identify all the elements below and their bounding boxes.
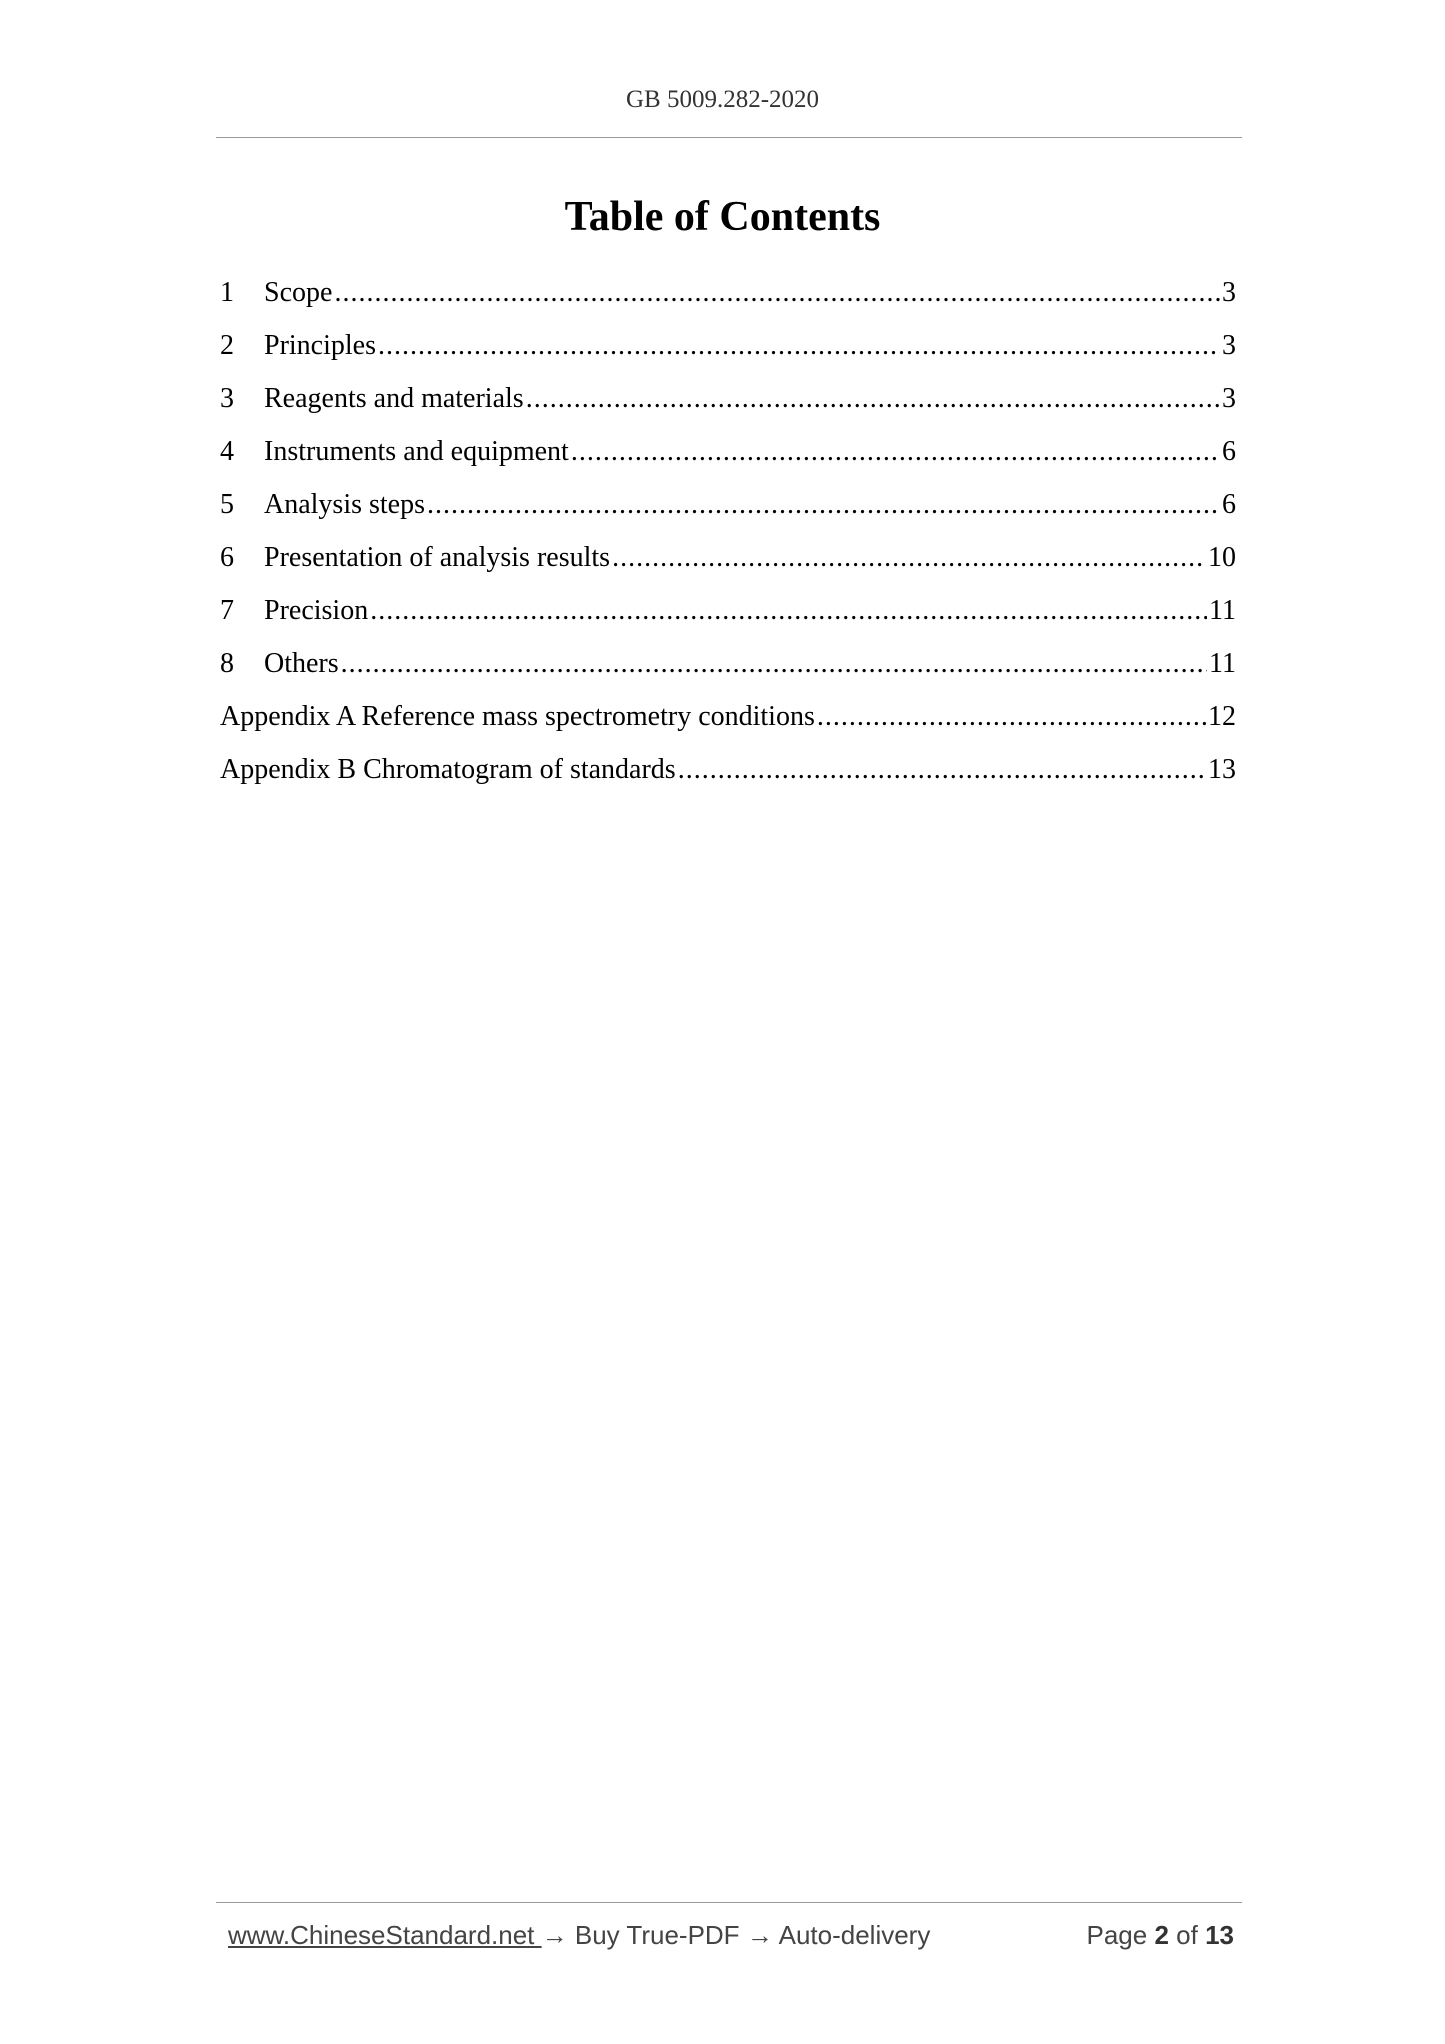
toc-entry-label: Appendix A Reference mass spectrometry conditions bbox=[220, 701, 815, 732]
toc-entry-page: 11 bbox=[1209, 595, 1236, 626]
arrow-right-icon: → bbox=[541, 1920, 568, 1950]
header-divider bbox=[216, 137, 1242, 138]
delivery-text: Auto-delivery bbox=[778, 1920, 931, 1950]
toc-entry-label: Reagents and materials bbox=[264, 383, 524, 414]
toc-entry-page: 3 bbox=[1222, 277, 1236, 308]
header-standard-code: GB 5009.282-2020 bbox=[625, 86, 820, 113]
toc-dot-leader bbox=[678, 743, 1206, 796]
toc-entry-number: 2 bbox=[220, 330, 234, 361]
toc-dot-leader bbox=[817, 690, 1206, 743]
toc-entry-label: Presentation of analysis results bbox=[264, 542, 611, 573]
site-link[interactable]: www.ChineseStandard.net bbox=[228, 1920, 542, 1950]
toc-list bbox=[220, 266, 1236, 796]
toc-entry-page: 12 bbox=[1208, 701, 1236, 732]
toc-dot-leader bbox=[370, 584, 1207, 637]
toc-entry-page: 10 bbox=[1208, 542, 1236, 573]
toc-entry-number: 4 bbox=[220, 436, 234, 467]
toc-dot-leader bbox=[334, 266, 1220, 319]
toc-entry-number: 7 bbox=[220, 595, 234, 626]
toc-entry-appendix-b[interactable] bbox=[220, 743, 1236, 796]
toc-entry-3[interactable] bbox=[220, 372, 1236, 425]
page-footer bbox=[228, 1920, 1234, 1960]
toc-entry-number: 6 bbox=[220, 542, 234, 573]
toc-entry-number: 8 bbox=[220, 648, 234, 679]
buy-text: Buy True-PDF bbox=[574, 1920, 740, 1950]
toc-entry-label: Instruments and equipment bbox=[264, 436, 569, 467]
toc-entry-page: 3 bbox=[1222, 383, 1236, 414]
page-word: Page bbox=[1086, 1920, 1148, 1950]
footer-divider bbox=[216, 1902, 1242, 1903]
toc-entry-label: Appendix B Chromatogram of standards bbox=[220, 754, 676, 785]
footer-promo bbox=[228, 1920, 930, 1951]
toc-entry-2[interactable] bbox=[220, 319, 1236, 372]
page-title: Table of Contents bbox=[564, 194, 881, 240]
toc-entry-label: Analysis steps bbox=[264, 489, 425, 520]
toc-dot-leader bbox=[612, 531, 1206, 584]
toc-entry-7[interactable] bbox=[220, 584, 1236, 637]
toc-entry-label: Precision bbox=[264, 595, 369, 626]
toc-entry-number: 1 bbox=[220, 277, 234, 308]
toc-entry-6[interactable] bbox=[220, 531, 1236, 584]
toc-entry-8[interactable] bbox=[220, 637, 1236, 690]
toc-dot-leader bbox=[526, 372, 1220, 425]
toc-entry-5[interactable] bbox=[220, 478, 1236, 531]
toc-entry-number: 5 bbox=[220, 489, 234, 520]
toc-entry-page: 3 bbox=[1222, 330, 1236, 361]
toc-entry-page: 13 bbox=[1208, 754, 1236, 785]
toc-entry-1[interactable] bbox=[220, 266, 1236, 319]
page-indicator bbox=[1086, 1920, 1234, 1951]
toc-dot-leader bbox=[378, 319, 1220, 372]
toc-entry-label: Scope bbox=[264, 277, 333, 308]
arrow-right-icon: → bbox=[746, 1920, 773, 1950]
toc-entry-4[interactable] bbox=[220, 425, 1236, 478]
toc-entry-label: Principles bbox=[264, 330, 376, 361]
toc-entry-appendix-a[interactable] bbox=[220, 690, 1236, 743]
toc-dot-leader bbox=[571, 425, 1220, 478]
current-page-number: 2 bbox=[1154, 1920, 1169, 1950]
total-pages-number: 13 bbox=[1205, 1920, 1234, 1950]
toc-entry-page: 6 bbox=[1222, 436, 1236, 467]
toc-dot-leader bbox=[341, 637, 1207, 690]
of-word: of bbox=[1176, 1920, 1198, 1950]
toc-entry-page: 6 bbox=[1222, 489, 1236, 520]
toc-entry-number: 3 bbox=[220, 383, 234, 414]
toc-entry-page: 11 bbox=[1209, 648, 1236, 679]
toc-entry-label: Others bbox=[264, 648, 339, 679]
toc-dot-leader bbox=[427, 478, 1220, 531]
